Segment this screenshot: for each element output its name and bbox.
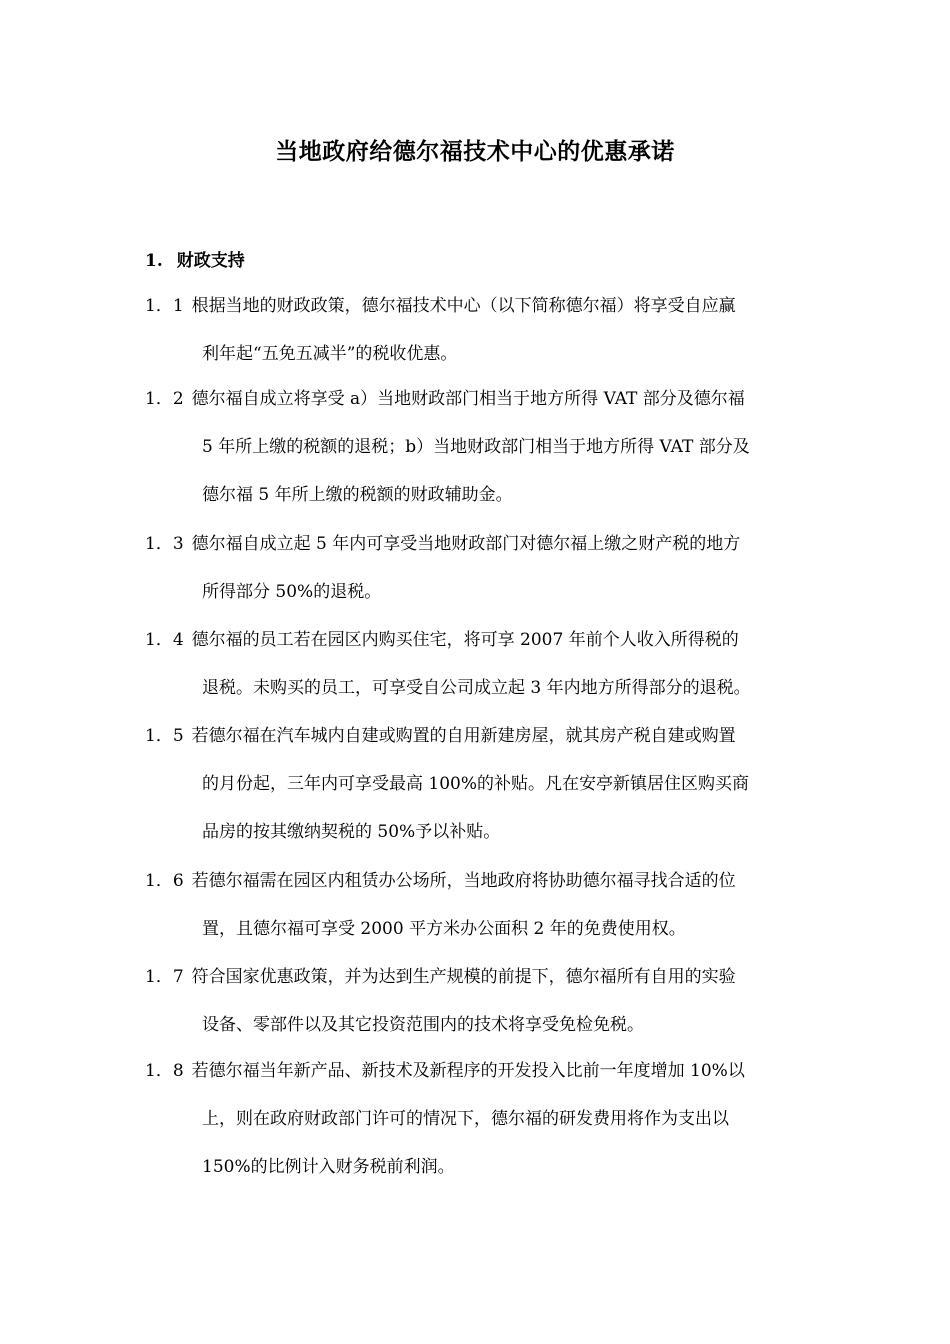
document-title: 当地政府给德尔福技术中心的优惠承诺 <box>275 138 675 165</box>
clause-number: 1．2 <box>145 389 184 409</box>
clause-text: 退税。未购买的员工，可享受自公司成立起 3 年内地方所得部分的退税。 <box>202 678 751 698</box>
clause-text: 的月份起，三年内可享受最高 100%的补贴。凡在安亭新镇居住区购买商 <box>202 774 750 794</box>
clause-text: 利年起“五免五减半”的税收优惠。 <box>202 344 458 364</box>
clause-text: 符合国家优惠政策，并为达到生产规模的前提下，德尔福所有自用的实验 <box>191 967 736 987</box>
clause-1-4 <box>145 616 809 712</box>
clause-1-7 <box>145 953 809 1049</box>
clause-line <box>145 375 809 423</box>
clause-text: 设备、零部件以及其它投资范围内的技术将享受免检免税。 <box>202 1015 644 1035</box>
clause-text: 若德尔福需在园区内租赁办公场所，当地政府将协助德尔福寻找合适的位 <box>191 871 736 891</box>
clause-text: 置，且德尔福可享受 2000 平方米办公面积 2 年的免费使用权。 <box>202 919 686 939</box>
clause-text: 若德尔福在汽车城内自建或购置的自用新建房屋，就其房产税自建或购置 <box>191 726 736 746</box>
clause-text: 德尔福自成立起 5 年内可享受当地财政部门对德尔福上缴之财产税的地方 <box>191 534 741 554</box>
clause-text: 所得部分 50%的退税。 <box>202 582 382 602</box>
clause-1-3 <box>145 520 809 616</box>
section-number: 1. <box>145 251 163 271</box>
clause-line <box>145 282 809 330</box>
clause-text: 5 年所上缴的税额的退税；b）当地财政部门相当于地方所得 VAT 部分及 <box>202 437 750 457</box>
clause-line <box>145 1047 809 1095</box>
clause-text: 德尔福的员工若在园区内购买住宅，将可享 2007 年前个人收入所得税的 <box>191 630 739 650</box>
section-title: 财政支持 <box>176 251 245 271</box>
clause-text: 若德尔福当年新产品、新技术及新程序的开发投入比前一年度增加 10%以 <box>191 1061 745 1081</box>
clause-1-2 <box>145 375 809 519</box>
clause-text: 品房的按其缴纳契税的 50%予以补贴。 <box>202 822 501 842</box>
clause-1-6 <box>145 857 809 953</box>
clause-1-5 <box>145 712 809 856</box>
clause-number: 1．3 <box>145 534 184 554</box>
clause-line <box>145 953 809 1001</box>
clause-number: 1．4 <box>145 630 184 650</box>
clause-text: 150%的比例计入财务税前利润。 <box>202 1157 455 1177</box>
clause-text: 上，则在政府财政部门许可的情况下，德尔福的研发费用将作为支出以 <box>202 1109 729 1129</box>
section-heading <box>145 246 245 271</box>
clause-number: 1．5 <box>145 726 184 746</box>
clause-line <box>145 520 809 568</box>
clause-text: 德尔福 5 年所上缴的税额的财政辅助金。 <box>202 485 513 505</box>
clause-1-1 <box>145 282 809 378</box>
clause-text: 德尔福自成立将享受 a）当地财政部门相当于地方所得 VAT 部分及德尔福 <box>191 389 745 409</box>
clause-number: 1．8 <box>145 1061 184 1081</box>
clause-line <box>145 857 809 905</box>
clause-line <box>145 616 809 664</box>
clause-text: 根据当地的财政政策，德尔福技术中心（以下简称德尔福）将享受自应赢 <box>191 296 736 316</box>
clause-number: 1．1 <box>145 296 184 316</box>
clause-1-8 <box>145 1047 809 1191</box>
clause-number: 1．6 <box>145 871 184 891</box>
clause-number: 1．7 <box>145 967 184 987</box>
clause-line <box>145 712 809 760</box>
